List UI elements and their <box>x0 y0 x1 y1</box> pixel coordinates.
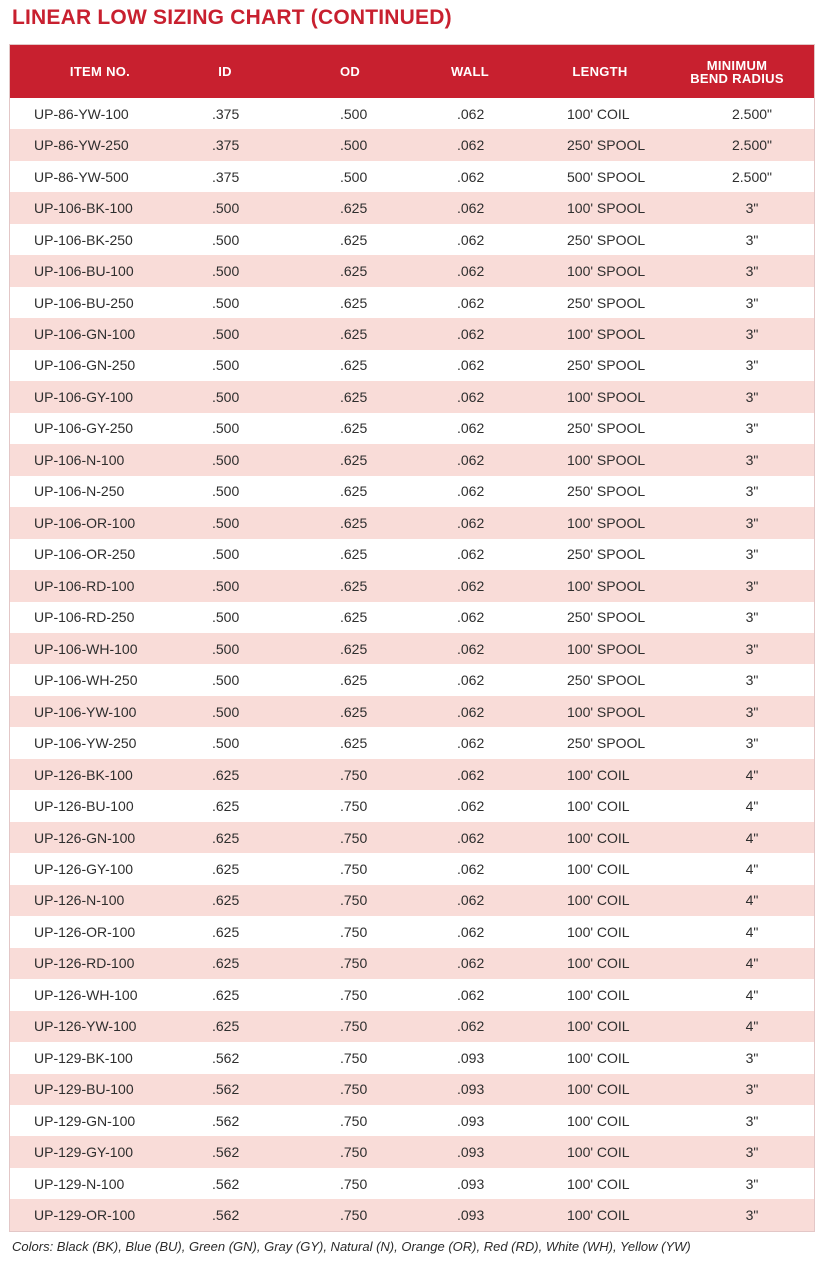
cell-id: .500 <box>212 263 240 280</box>
cell-wall: .062 <box>457 546 485 563</box>
cell-od: .750 <box>340 955 368 972</box>
cell-od: .750 <box>340 1081 368 1098</box>
cell-length: 250' SPOOL <box>567 672 646 689</box>
cell-id: .500 <box>212 294 240 311</box>
header-min-bend-radius <box>672 45 802 98</box>
table-row <box>10 476 814 507</box>
cell-od: .750 <box>340 829 368 846</box>
cell-length: 250' SPOOL <box>567 483 646 500</box>
cell-od: .625 <box>340 483 368 500</box>
cell-id: .562 <box>212 1144 240 1161</box>
cell-length: 100' COIL <box>567 1018 630 1035</box>
table-row <box>10 444 814 475</box>
table-row <box>10 1011 814 1042</box>
cell-id: .500 <box>212 672 240 689</box>
page-title: LINEAR LOW SIZING CHART (CONTINUED) <box>12 6 452 29</box>
color-legend-note: Colors: Black (BK), Blue (BU), Green (GN), Gray (GY), Natural (N), Orange (OR), Red (RD), White (WH), Yellow (YW) <box>12 1239 691 1254</box>
cell-id: .625 <box>212 860 240 877</box>
header-id: ID <box>218 64 232 79</box>
cell-bend-radius: 3" <box>745 200 759 217</box>
cell-wall: .093 <box>457 1207 485 1224</box>
cell-length: 100' COIL <box>567 1144 630 1161</box>
cell-item-no: UP-106-GY-250 <box>34 420 134 437</box>
cell-wall: .062 <box>457 577 485 594</box>
table-row <box>10 664 814 695</box>
cell-id: .500 <box>212 640 240 657</box>
cell-id: .562 <box>212 1049 240 1066</box>
cell-id: .625 <box>212 1018 240 1035</box>
cell-id: .562 <box>212 1081 240 1098</box>
cell-wall: .062 <box>457 703 485 720</box>
cell-od: .625 <box>340 357 368 374</box>
cell-od: .625 <box>340 514 368 531</box>
cell-wall: .093 <box>457 1049 485 1066</box>
cell-od: .750 <box>340 1018 368 1035</box>
table-row <box>10 1105 814 1136</box>
cell-item-no: UP-106-OR-100 <box>34 514 136 531</box>
cell-bend-radius: 3" <box>745 420 759 437</box>
cell-od: .625 <box>340 577 368 594</box>
cell-id: .500 <box>212 546 240 563</box>
cell-bend-radius: 4" <box>745 766 759 783</box>
cell-item-no: UP-106-YW-250 <box>34 735 137 752</box>
cell-item-no: UP-106-OR-250 <box>34 546 136 563</box>
cell-item-no: UP-106-BU-250 <box>34 294 134 311</box>
cell-item-no: UP-86-YW-100 <box>34 105 129 122</box>
header-wall: WALL <box>450 64 490 79</box>
table-row <box>10 1199 814 1230</box>
cell-od: .625 <box>340 200 368 217</box>
cell-length: 250' SPOOL <box>567 546 646 563</box>
table-row <box>10 381 814 412</box>
cell-bend-radius: 3" <box>745 294 759 311</box>
cell-id: .562 <box>212 1112 240 1129</box>
cell-item-no: UP-106-RD-250 <box>34 609 135 626</box>
cell-bend-radius: 3" <box>745 483 759 500</box>
cell-wall: .062 <box>457 137 485 154</box>
cell-od: .625 <box>340 735 368 752</box>
table-row <box>10 885 814 916</box>
cell-od: .625 <box>340 546 368 563</box>
cell-length: 100' SPOOL <box>567 326 646 343</box>
cell-wall: .062 <box>457 294 485 311</box>
cell-od: .750 <box>340 1175 368 1192</box>
cell-bend-radius: 3" <box>745 326 759 343</box>
cell-length: 100' SPOOL <box>567 514 646 531</box>
cell-id: .625 <box>212 923 240 940</box>
cell-od: .750 <box>340 860 368 877</box>
cell-bend-radius: 3" <box>745 1081 759 1098</box>
cell-length: 100' COIL <box>567 829 630 846</box>
cell-item-no: UP-126-WH-100 <box>34 986 138 1003</box>
cell-id: .625 <box>212 766 240 783</box>
cell-bend-radius: 3" <box>745 451 759 468</box>
cell-od: .750 <box>340 1112 368 1129</box>
cell-id: .500 <box>212 483 240 500</box>
cell-wall: .062 <box>457 829 485 846</box>
cell-id: .500 <box>212 357 240 374</box>
cell-id: .500 <box>212 420 240 437</box>
cell-wall: .062 <box>457 798 485 815</box>
cell-bend-radius: 3" <box>745 546 759 563</box>
cell-item-no: UP-106-RD-100 <box>34 577 135 594</box>
cell-bend-radius: 3" <box>745 735 759 752</box>
cell-od: .750 <box>340 923 368 940</box>
table-row <box>10 224 814 255</box>
cell-item-no: UP-126-BU-100 <box>34 798 134 815</box>
table-row <box>10 916 814 947</box>
cell-bend-radius: 4" <box>745 798 759 815</box>
cell-length: 100' SPOOL <box>567 388 646 405</box>
cell-wall: .062 <box>457 231 485 248</box>
cell-bend-radius: 3" <box>745 577 759 594</box>
cell-bend-radius: 4" <box>745 892 759 909</box>
cell-wall: .062 <box>457 923 485 940</box>
header-od: OD <box>339 64 361 79</box>
cell-item-no: UP-126-OR-100 <box>34 923 136 940</box>
cell-bend-radius: 2.500" <box>731 105 772 122</box>
cell-length: 100' SPOOL <box>567 577 646 594</box>
cell-od: .625 <box>340 231 368 248</box>
table-row <box>10 192 814 223</box>
cell-wall: .093 <box>457 1144 485 1161</box>
cell-item-no: UP-126-GN-100 <box>34 829 136 846</box>
table-row <box>10 822 814 853</box>
cell-od: .750 <box>340 1207 368 1224</box>
table-row <box>10 570 814 601</box>
table-row <box>10 727 814 758</box>
table-row <box>10 539 814 570</box>
header-length: LENGTH <box>572 64 628 79</box>
table-row <box>10 98 814 129</box>
cell-item-no: UP-126-GY-100 <box>34 860 134 877</box>
cell-length: 250' SPOOL <box>567 294 646 311</box>
cell-id: .500 <box>212 231 240 248</box>
cell-length: 100' SPOOL <box>567 451 646 468</box>
cell-length: 100' SPOOL <box>567 640 646 657</box>
cell-id: .500 <box>212 388 240 405</box>
cell-length: 100' COIL <box>567 892 630 909</box>
table-row <box>10 696 814 727</box>
cell-bend-radius: 3" <box>745 640 759 657</box>
cell-bend-radius: 3" <box>745 703 759 720</box>
cell-length: 250' SPOOL <box>567 420 646 437</box>
cell-od: .500 <box>340 137 368 154</box>
cell-item-no: UP-129-OR-100 <box>34 1207 136 1224</box>
cell-od: .750 <box>340 1049 368 1066</box>
cell-length: 100' COIL <box>567 955 630 972</box>
cell-id: .500 <box>212 609 240 626</box>
cell-wall: .062 <box>457 263 485 280</box>
cell-length: 100' SPOOL <box>567 703 646 720</box>
cell-id: .500 <box>212 514 240 531</box>
cell-item-no: UP-126-YW-100 <box>34 1018 137 1035</box>
cell-id: .500 <box>212 577 240 594</box>
cell-length: 500' SPOOL <box>567 168 646 185</box>
cell-item-no: UP-129-BK-100 <box>34 1049 133 1066</box>
cell-od: .625 <box>340 420 368 437</box>
cell-wall: .062 <box>457 892 485 909</box>
table-row <box>10 853 814 884</box>
cell-bend-radius: 3" <box>745 388 759 405</box>
cell-item-no: UP-126-RD-100 <box>34 955 135 972</box>
cell-bend-radius: 3" <box>745 672 759 689</box>
header-min-bend-radius-text: MINIMUM BEND RADIUS <box>690 57 784 86</box>
cell-id: .625 <box>212 986 240 1003</box>
cell-item-no: UP-106-BU-100 <box>34 263 134 280</box>
cell-wall: .062 <box>457 860 485 877</box>
table-row <box>10 1042 814 1073</box>
cell-length: 250' SPOOL <box>567 735 646 752</box>
cell-wall: .062 <box>457 1018 485 1035</box>
cell-bend-radius: 3" <box>745 1112 759 1129</box>
cell-length: 250' SPOOL <box>567 609 646 626</box>
cell-od: .750 <box>340 986 368 1003</box>
cell-wall: .062 <box>457 766 485 783</box>
table-header <box>10 45 814 98</box>
cell-item-no: UP-106-YW-100 <box>34 703 137 720</box>
cell-bend-radius: 4" <box>745 829 759 846</box>
cell-length: 100' COIL <box>567 1081 630 1098</box>
table-row <box>10 948 814 979</box>
table-row <box>10 759 814 790</box>
cell-bend-radius: 4" <box>745 1018 759 1035</box>
cell-length: 100' COIL <box>567 860 630 877</box>
cell-item-no: UP-106-WH-100 <box>34 640 138 657</box>
cell-length: 250' SPOOL <box>567 357 646 374</box>
cell-item-no: UP-106-BK-250 <box>34 231 133 248</box>
cell-bend-radius: 4" <box>745 923 759 940</box>
cell-item-no: UP-129-GY-100 <box>34 1144 134 1161</box>
cell-item-no: UP-106-GY-100 <box>34 388 134 405</box>
table-row <box>10 790 814 821</box>
cell-id: .500 <box>212 451 240 468</box>
cell-wall: .062 <box>457 357 485 374</box>
cell-length: 100' COIL <box>567 1049 630 1066</box>
cell-bend-radius: 4" <box>745 860 759 877</box>
cell-id: .375 <box>212 137 240 154</box>
cell-od: .750 <box>340 766 368 783</box>
cell-od: .500 <box>340 168 368 185</box>
cell-bend-radius: 3" <box>745 609 759 626</box>
cell-length: 100' SPOOL <box>567 263 646 280</box>
sizing-table <box>9 44 815 1232</box>
cell-wall: .062 <box>457 955 485 972</box>
cell-item-no: UP-106-GN-100 <box>34 326 136 343</box>
cell-bend-radius: 3" <box>745 1144 759 1161</box>
cell-item-no: UP-106-WH-250 <box>34 672 138 689</box>
cell-id: .562 <box>212 1207 240 1224</box>
cell-item-no: UP-126-BK-100 <box>34 766 133 783</box>
cell-id: .500 <box>212 735 240 752</box>
cell-od: .625 <box>340 451 368 468</box>
cell-bend-radius: 3" <box>745 357 759 374</box>
cell-wall: .062 <box>457 326 485 343</box>
cell-wall: .062 <box>457 451 485 468</box>
cell-bend-radius: 4" <box>745 986 759 1003</box>
table-row <box>10 507 814 538</box>
cell-length: 250' SPOOL <box>567 231 646 248</box>
cell-item-no: UP-106-BK-100 <box>34 200 133 217</box>
cell-wall: .062 <box>457 200 485 217</box>
cell-item-no: UP-86-YW-500 <box>34 168 129 185</box>
table-body <box>10 98 814 1231</box>
table-row <box>10 602 814 633</box>
cell-od: .750 <box>340 892 368 909</box>
cell-wall: .062 <box>457 514 485 531</box>
cell-wall: .062 <box>457 483 485 500</box>
table-row <box>10 979 814 1010</box>
cell-id: .625 <box>212 829 240 846</box>
cell-wall: .062 <box>457 640 485 657</box>
cell-item-no: UP-86-YW-250 <box>34 137 129 154</box>
cell-wall: .062 <box>457 986 485 1003</box>
cell-length: 100' COIL <box>567 798 630 815</box>
cell-od: .625 <box>340 672 368 689</box>
table-row <box>10 1168 814 1199</box>
cell-wall: .062 <box>457 735 485 752</box>
cell-wall: .062 <box>457 388 485 405</box>
cell-wall: .062 <box>457 672 485 689</box>
cell-length: 100' COIL <box>567 986 630 1003</box>
cell-id: .625 <box>212 892 240 909</box>
cell-wall: .062 <box>457 105 485 122</box>
table-row <box>10 161 814 192</box>
table-row <box>10 318 814 349</box>
cell-wall: .093 <box>457 1112 485 1129</box>
cell-id: .625 <box>212 955 240 972</box>
table-row <box>10 413 814 444</box>
cell-od: .625 <box>340 294 368 311</box>
cell-item-no: UP-106-GN-250 <box>34 357 136 374</box>
cell-item-no: UP-129-GN-100 <box>34 1112 136 1129</box>
cell-id: .500 <box>212 200 240 217</box>
cell-item-no: UP-129-BU-100 <box>34 1081 134 1098</box>
cell-id: .375 <box>212 168 240 185</box>
cell-id: .500 <box>212 326 240 343</box>
cell-length: 100' COIL <box>567 766 630 783</box>
cell-length: 100' COIL <box>567 105 630 122</box>
cell-od: .625 <box>340 263 368 280</box>
cell-item-no: UP-106-N-250 <box>34 483 125 500</box>
table-row <box>10 287 814 318</box>
cell-wall: .062 <box>457 609 485 626</box>
cell-od: .625 <box>340 609 368 626</box>
cell-item-no: UP-129-N-100 <box>34 1175 125 1192</box>
table-row <box>10 350 814 381</box>
table-row <box>10 1136 814 1167</box>
cell-bend-radius: 2.500" <box>731 137 772 154</box>
cell-length: 100' COIL <box>567 1175 630 1192</box>
cell-wall: .093 <box>457 1175 485 1192</box>
cell-wall: .062 <box>457 168 485 185</box>
cell-length: 100' COIL <box>567 1112 630 1129</box>
cell-od: .750 <box>340 798 368 815</box>
cell-length: 100' COIL <box>567 1207 630 1224</box>
cell-wall: .062 <box>457 420 485 437</box>
cell-bend-radius: 3" <box>745 1049 759 1066</box>
cell-bend-radius: 3" <box>745 1175 759 1192</box>
cell-bend-radius: 3" <box>745 263 759 280</box>
cell-id: .375 <box>212 105 240 122</box>
cell-od: .625 <box>340 326 368 343</box>
table-row <box>10 1074 814 1105</box>
cell-length: 250' SPOOL <box>567 137 646 154</box>
cell-id: .625 <box>212 798 240 815</box>
cell-bend-radius: 4" <box>745 955 759 972</box>
cell-length: 100' COIL <box>567 923 630 940</box>
cell-od: .500 <box>340 105 368 122</box>
cell-item-no: UP-126-N-100 <box>34 892 125 909</box>
cell-bend-radius: 3" <box>745 1207 759 1224</box>
cell-bend-radius: 3" <box>745 231 759 248</box>
cell-id: .500 <box>212 703 240 720</box>
cell-od: .625 <box>340 640 368 657</box>
cell-wall: .093 <box>457 1081 485 1098</box>
cell-od: .750 <box>340 1144 368 1161</box>
table-row <box>10 129 814 160</box>
cell-item-no: UP-106-N-100 <box>34 451 125 468</box>
cell-length: 100' SPOOL <box>567 200 646 217</box>
cell-od: .625 <box>340 388 368 405</box>
header-item-no: ITEM NO. <box>69 64 131 79</box>
table-row <box>10 255 814 286</box>
cell-bend-radius: 2.500" <box>731 168 772 185</box>
cell-id: .562 <box>212 1175 240 1192</box>
cell-od: .625 <box>340 703 368 720</box>
table-row <box>10 633 814 664</box>
cell-bend-radius: 3" <box>745 514 759 531</box>
